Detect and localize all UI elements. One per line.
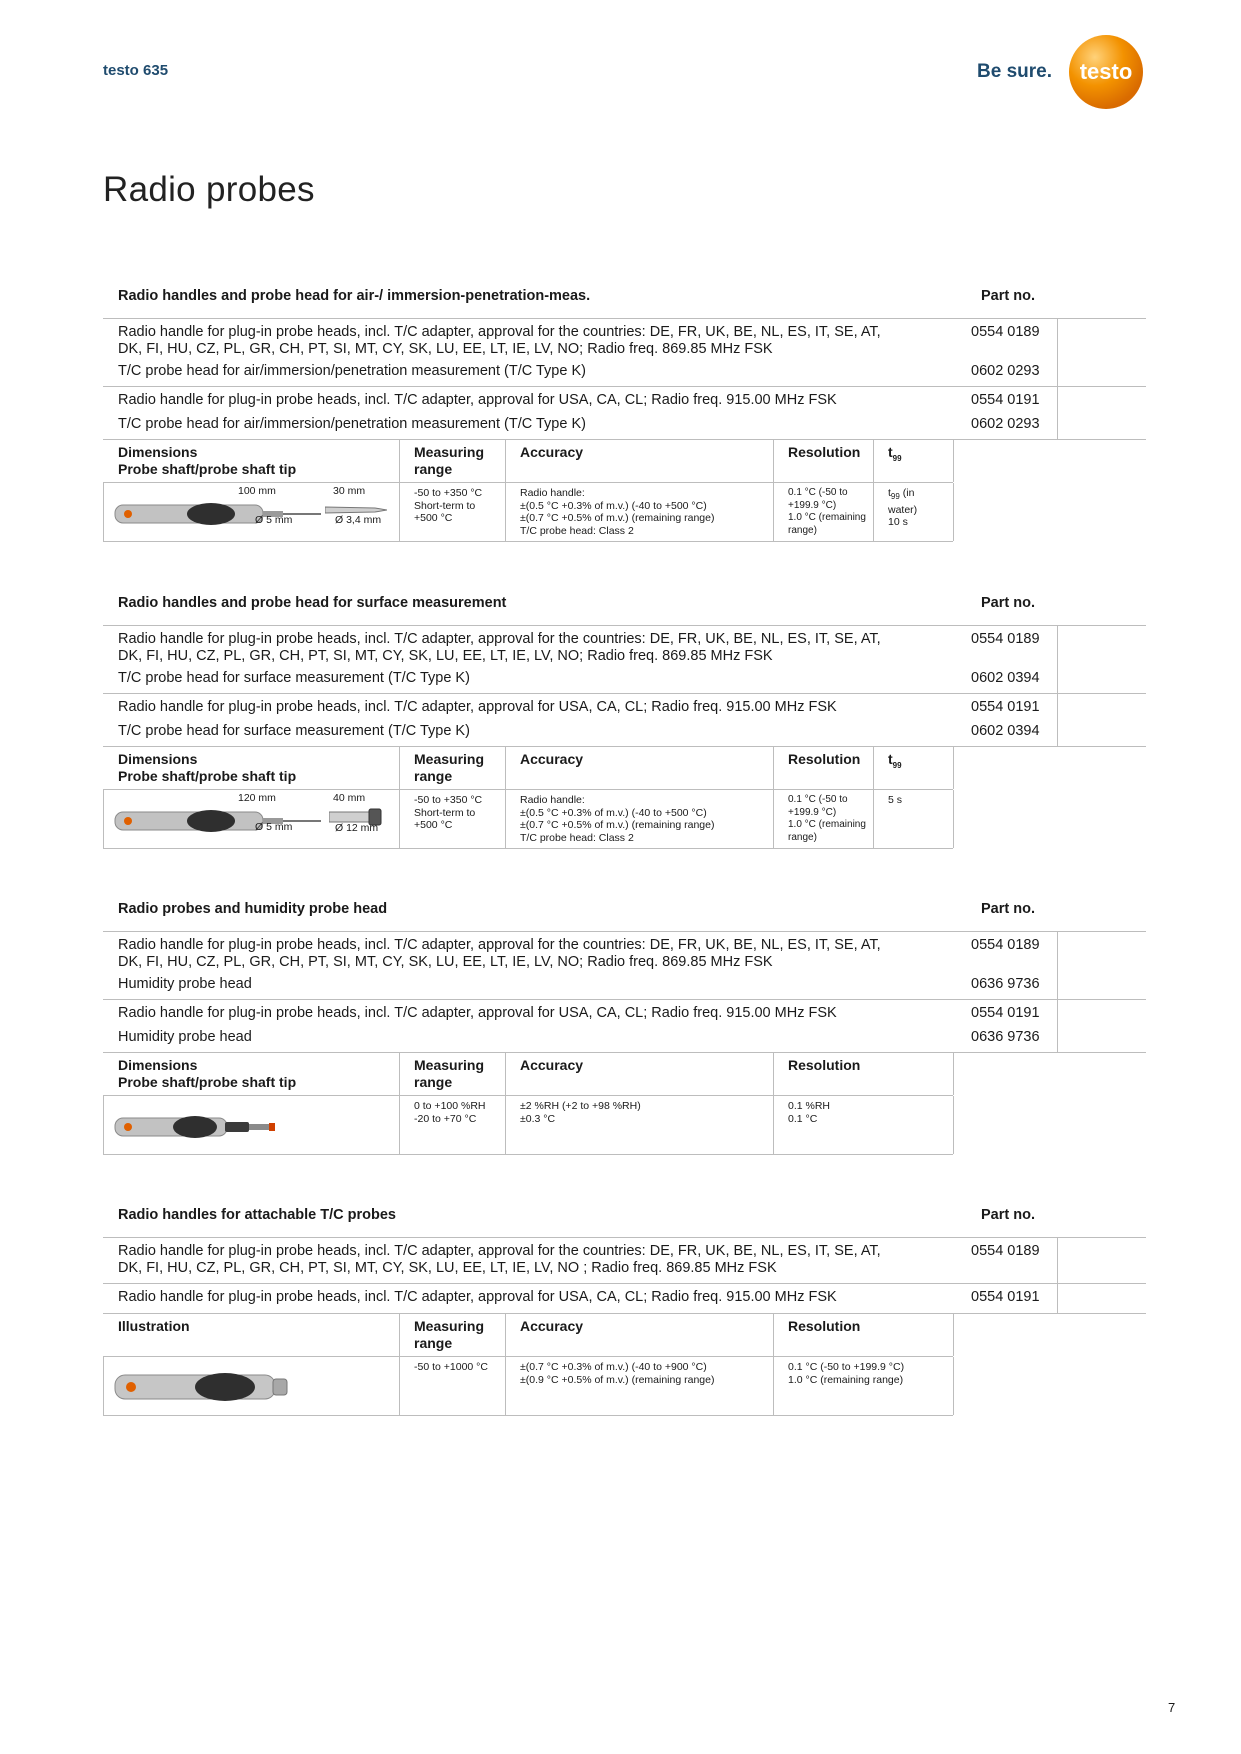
part-number: 0554 0189 — [971, 324, 1040, 340]
dimensions-header: Dimensions — [118, 1057, 198, 1073]
part-number: 0554 0191 — [971, 392, 1040, 408]
row-text: T/C probe head for air/immersion/penetration measurement (T/C Type K) — [118, 363, 586, 379]
range-header: range — [414, 1335, 453, 1351]
measuring-range: 0 to +100 %RH -20 to +70 °C — [414, 1100, 486, 1125]
accuracy-value: Radio handle: ±(0.5 °C +0.3% of m.v.) (-40 to +500 °C) ±(0.7 °C +0.5% of m.v.) (remaining range) T/C probe head: Class 2 — [520, 794, 715, 844]
spec-table — [103, 1053, 953, 1155]
spec-body — [103, 1357, 953, 1416]
resolution-value: 0.1 °C (-50 to +199.9 °C) 1.0 °C (remaining range) — [788, 794, 866, 843]
section-title: Radio handles and probe head for air-/ immersion-penetration-meas. — [118, 288, 591, 304]
spec-table — [103, 440, 953, 542]
spec-body — [103, 483, 953, 542]
section-title: Radio handles and probe head for surface measurement — [118, 595, 507, 611]
t99-header: $t_{99}$ — [888, 751, 902, 770]
spec-body — [103, 790, 953, 849]
row-text: Radio handle for plug-in probe heads, incl. T/C adapter, approval for the countries: DE, FR, UK, BE, NL, ES, IT, SE, AT, — [118, 631, 881, 647]
measuring-range: -50 to +350 °C Short-term to +500 °C — [414, 794, 483, 831]
accuracy-value: ±(0.7 °C +0.3% of m.v.) (-40 to +900 °C) ±(0.9 °C +0.5% of m.v.) (remaining range) — [520, 1361, 715, 1386]
brand-label: testo 635 — [103, 62, 169, 79]
part-number: 0602 0394 — [971, 670, 1040, 686]
tip-diameter: Ø 3,4 mm — [335, 514, 382, 526]
accuracy-header: Accuracy — [520, 751, 584, 767]
section-header — [103, 284, 1146, 319]
surface-probe-illustration — [113, 798, 323, 842]
page-number: 7 — [1168, 1700, 1176, 1715]
t99-header: $t_{99}$ — [888, 444, 902, 463]
row-text: T/C probe head for air/immersion/penetration measurement (T/C Type K) — [118, 416, 586, 432]
table-row — [103, 1238, 1146, 1284]
accuracy-header: Accuracy — [520, 444, 584, 460]
dimensions-header: Dimensions — [118, 751, 198, 767]
spec-header — [103, 440, 953, 483]
row-text: T/C probe head for surface measurement (T/C Type K) — [118, 723, 470, 739]
row-text: DK, FI, HU, CZ, PL, GR, CH, PT, SI, MT, CY, SK, LU, EE, LT, IE, LV, NO ; Radio freq. 869.85 MHz FSK — [118, 1260, 777, 1276]
spec-header — [103, 1053, 953, 1096]
section-title: Radio handles for attachable T/C probes — [118, 1207, 396, 1223]
part-number: 0636 9736 — [971, 1029, 1040, 1045]
measuring-range: -50 to +350 °C Short-term to +500 °C — [414, 487, 483, 524]
table-row — [103, 694, 1146, 747]
section-attachable-tc — [103, 1203, 1146, 1416]
humidity-probe-illustration — [113, 1104, 283, 1148]
resolution-header: Resolution — [788, 444, 861, 460]
row-text: Radio handle for plug-in probe heads, incl. T/C adapter, approval for the countries: DE, FR, UK, BE, NL, ES, IT, SE, AT, — [118, 324, 881, 340]
accuracy-value: Radio handle: ±(0.5 °C +0.3% of m.v.) (-40 to +500 °C) ±(0.7 °C +0.5% of m.v.) (remaining range) T/C probe head: Class 2 — [520, 487, 715, 537]
resolution-value: 0.1 %RH 0.1 °C — [788, 1100, 831, 1125]
table-row — [103, 626, 1146, 694]
radio-handle-illustration — [113, 1365, 293, 1409]
row-text: Radio handle for plug-in probe heads, incl. T/C adapter, approval for the countries: DE, FR, UK, BE, NL, ES, IT, SE, AT, — [118, 937, 881, 953]
row-text: DK, FI, HU, CZ, PL, GR, CH, PT, SI, MT, CY, SK, LU, EE, LT, IE, LV, NO; Radio freq. 869.85 MHz FSK — [118, 341, 773, 357]
row-text: Radio handle for plug-in probe heads, incl. T/C adapter, approval for USA, CA, CL; Radio freq. 915.00 MHz FSK — [118, 699, 837, 715]
measuring-header: Measuring — [414, 1057, 485, 1073]
shaft-diameter: Ø 5 mm — [255, 821, 293, 833]
shaft-header: Probe shaft/probe shaft tip — [118, 768, 297, 784]
tip-length: 40 mm — [333, 792, 366, 804]
measuring-header: Measuring — [414, 444, 485, 460]
table-row — [103, 387, 1146, 440]
part-no-label: Part no. — [981, 288, 1035, 304]
range-header: range — [414, 1074, 453, 1090]
tip-diameter: Ø 12 mm — [335, 822, 379, 834]
part-number: 0554 0191 — [971, 1289, 1040, 1305]
measuring-range: -50 to +1000 °C — [414, 1361, 488, 1373]
spec-header — [103, 1314, 953, 1357]
row-text: Radio handle for plug-in probe heads, incl. T/C adapter, approval for USA, CA, CL; Radio freq. 915.00 MHz FSK — [118, 1289, 837, 1305]
part-number: 0554 0189 — [971, 1243, 1040, 1259]
part-number: 0602 0293 — [971, 363, 1040, 379]
illustration-header: Illustration — [118, 1318, 190, 1334]
table-row — [103, 932, 1146, 1000]
row-text: DK, FI, HU, CZ, PL, GR, CH, PT, SI, MT, CY, SK, LU, EE, LT, IE, LV, NO; Radio freq. 869.85 MHz FSK — [118, 954, 773, 970]
measuring-header: Measuring — [414, 751, 485, 767]
slogan: Be sure. — [977, 61, 1052, 82]
shaft-diameter: Ø 5 mm — [255, 514, 293, 526]
row-text: Radio handle for plug-in probe heads, incl. T/C adapter, approval for USA, CA, CL; Radio freq. 915.00 MHz FSK — [118, 392, 837, 408]
accuracy-header: Accuracy — [520, 1318, 584, 1334]
t99-value: 5 s — [888, 794, 903, 806]
page-title: Radio probes — [103, 170, 315, 209]
table-row — [103, 1284, 1146, 1314]
part-number: 0602 0293 — [971, 416, 1040, 432]
part-no-label: Part no. — [981, 901, 1035, 917]
row-text: Radio handle for plug-in probe heads, incl. T/C adapter, approval for the countries: DE, FR, UK, BE, NL, ES, IT, SE, AT, — [118, 1243, 881, 1259]
t99-value: $t_{99}$ (in water) 10 s — [888, 487, 918, 529]
section-air-immersion — [103, 284, 1146, 542]
row-text: T/C probe head for surface measurement (T/C Type K) — [118, 670, 470, 686]
shaft-header: Probe shaft/probe shaft tip — [118, 461, 297, 477]
section-title: Radio probes and humidity probe head — [118, 901, 388, 917]
penetration-probe-illustration — [113, 491, 323, 535]
section-header — [103, 591, 1146, 626]
shaft-header: Probe shaft/probe shaft tip — [118, 1074, 297, 1090]
tip-length: 30 mm — [333, 485, 366, 497]
shaft-length: 120 mm — [238, 792, 276, 804]
spec-header — [103, 747, 953, 790]
shaft-length: 100 mm — [238, 485, 276, 497]
table-row — [103, 319, 1146, 387]
dimensions-header: Dimensions — [118, 444, 198, 460]
part-number: 0636 9736 — [971, 976, 1040, 992]
svg-text:testo: testo — [1079, 59, 1133, 84]
part-number: 0554 0191 — [971, 1005, 1040, 1021]
part-no-label: Part no. — [981, 595, 1035, 611]
resolution-header: Resolution — [788, 1318, 861, 1334]
spec-body — [103, 1096, 953, 1155]
part-number: 0554 0189 — [971, 631, 1040, 647]
row-text: DK, FI, HU, CZ, PL, GR, CH, PT, SI, MT, CY, SK, LU, EE, LT, IE, LV, NO; Radio freq. 869.85 MHz FSK — [118, 648, 773, 664]
section-humidity — [103, 897, 1146, 1155]
resolution-header: Resolution — [788, 1057, 861, 1073]
section-header — [103, 1203, 1146, 1238]
part-number: 0554 0191 — [971, 699, 1040, 715]
part-no-label: Part no. — [981, 1207, 1035, 1223]
section-header — [103, 897, 1146, 932]
section-surface — [103, 591, 1146, 849]
resolution-value: 0.1 °C (-50 to +199.9 °C) 1.0 °C (remaining range) — [788, 1361, 905, 1386]
range-header: range — [414, 768, 453, 784]
measuring-header: Measuring — [414, 1318, 485, 1334]
row-text: Radio handle for plug-in probe heads, incl. T/C adapter, approval for USA, CA, CL; Radio freq. 915.00 MHz FSK — [118, 1005, 837, 1021]
range-header: range — [414, 461, 453, 477]
accuracy-value: ±2 %RH (+2 to +98 %RH) ±0.3 °C — [520, 1100, 641, 1125]
resolution-value: 0.1 °C (-50 to +199.9 °C) 1.0 °C (remaining range) — [788, 487, 866, 536]
part-number: 0554 0189 — [971, 937, 1040, 953]
part-number: 0602 0394 — [971, 723, 1040, 739]
spec-table — [103, 747, 953, 849]
spec-table — [103, 1314, 953, 1416]
row-text: Humidity probe head — [118, 976, 252, 992]
resolution-header: Resolution — [788, 751, 861, 767]
testo-logo — [1068, 34, 1144, 110]
row-text: Humidity probe head — [118, 1029, 252, 1045]
accuracy-header: Accuracy — [520, 1057, 584, 1073]
table-row — [103, 1000, 1146, 1053]
